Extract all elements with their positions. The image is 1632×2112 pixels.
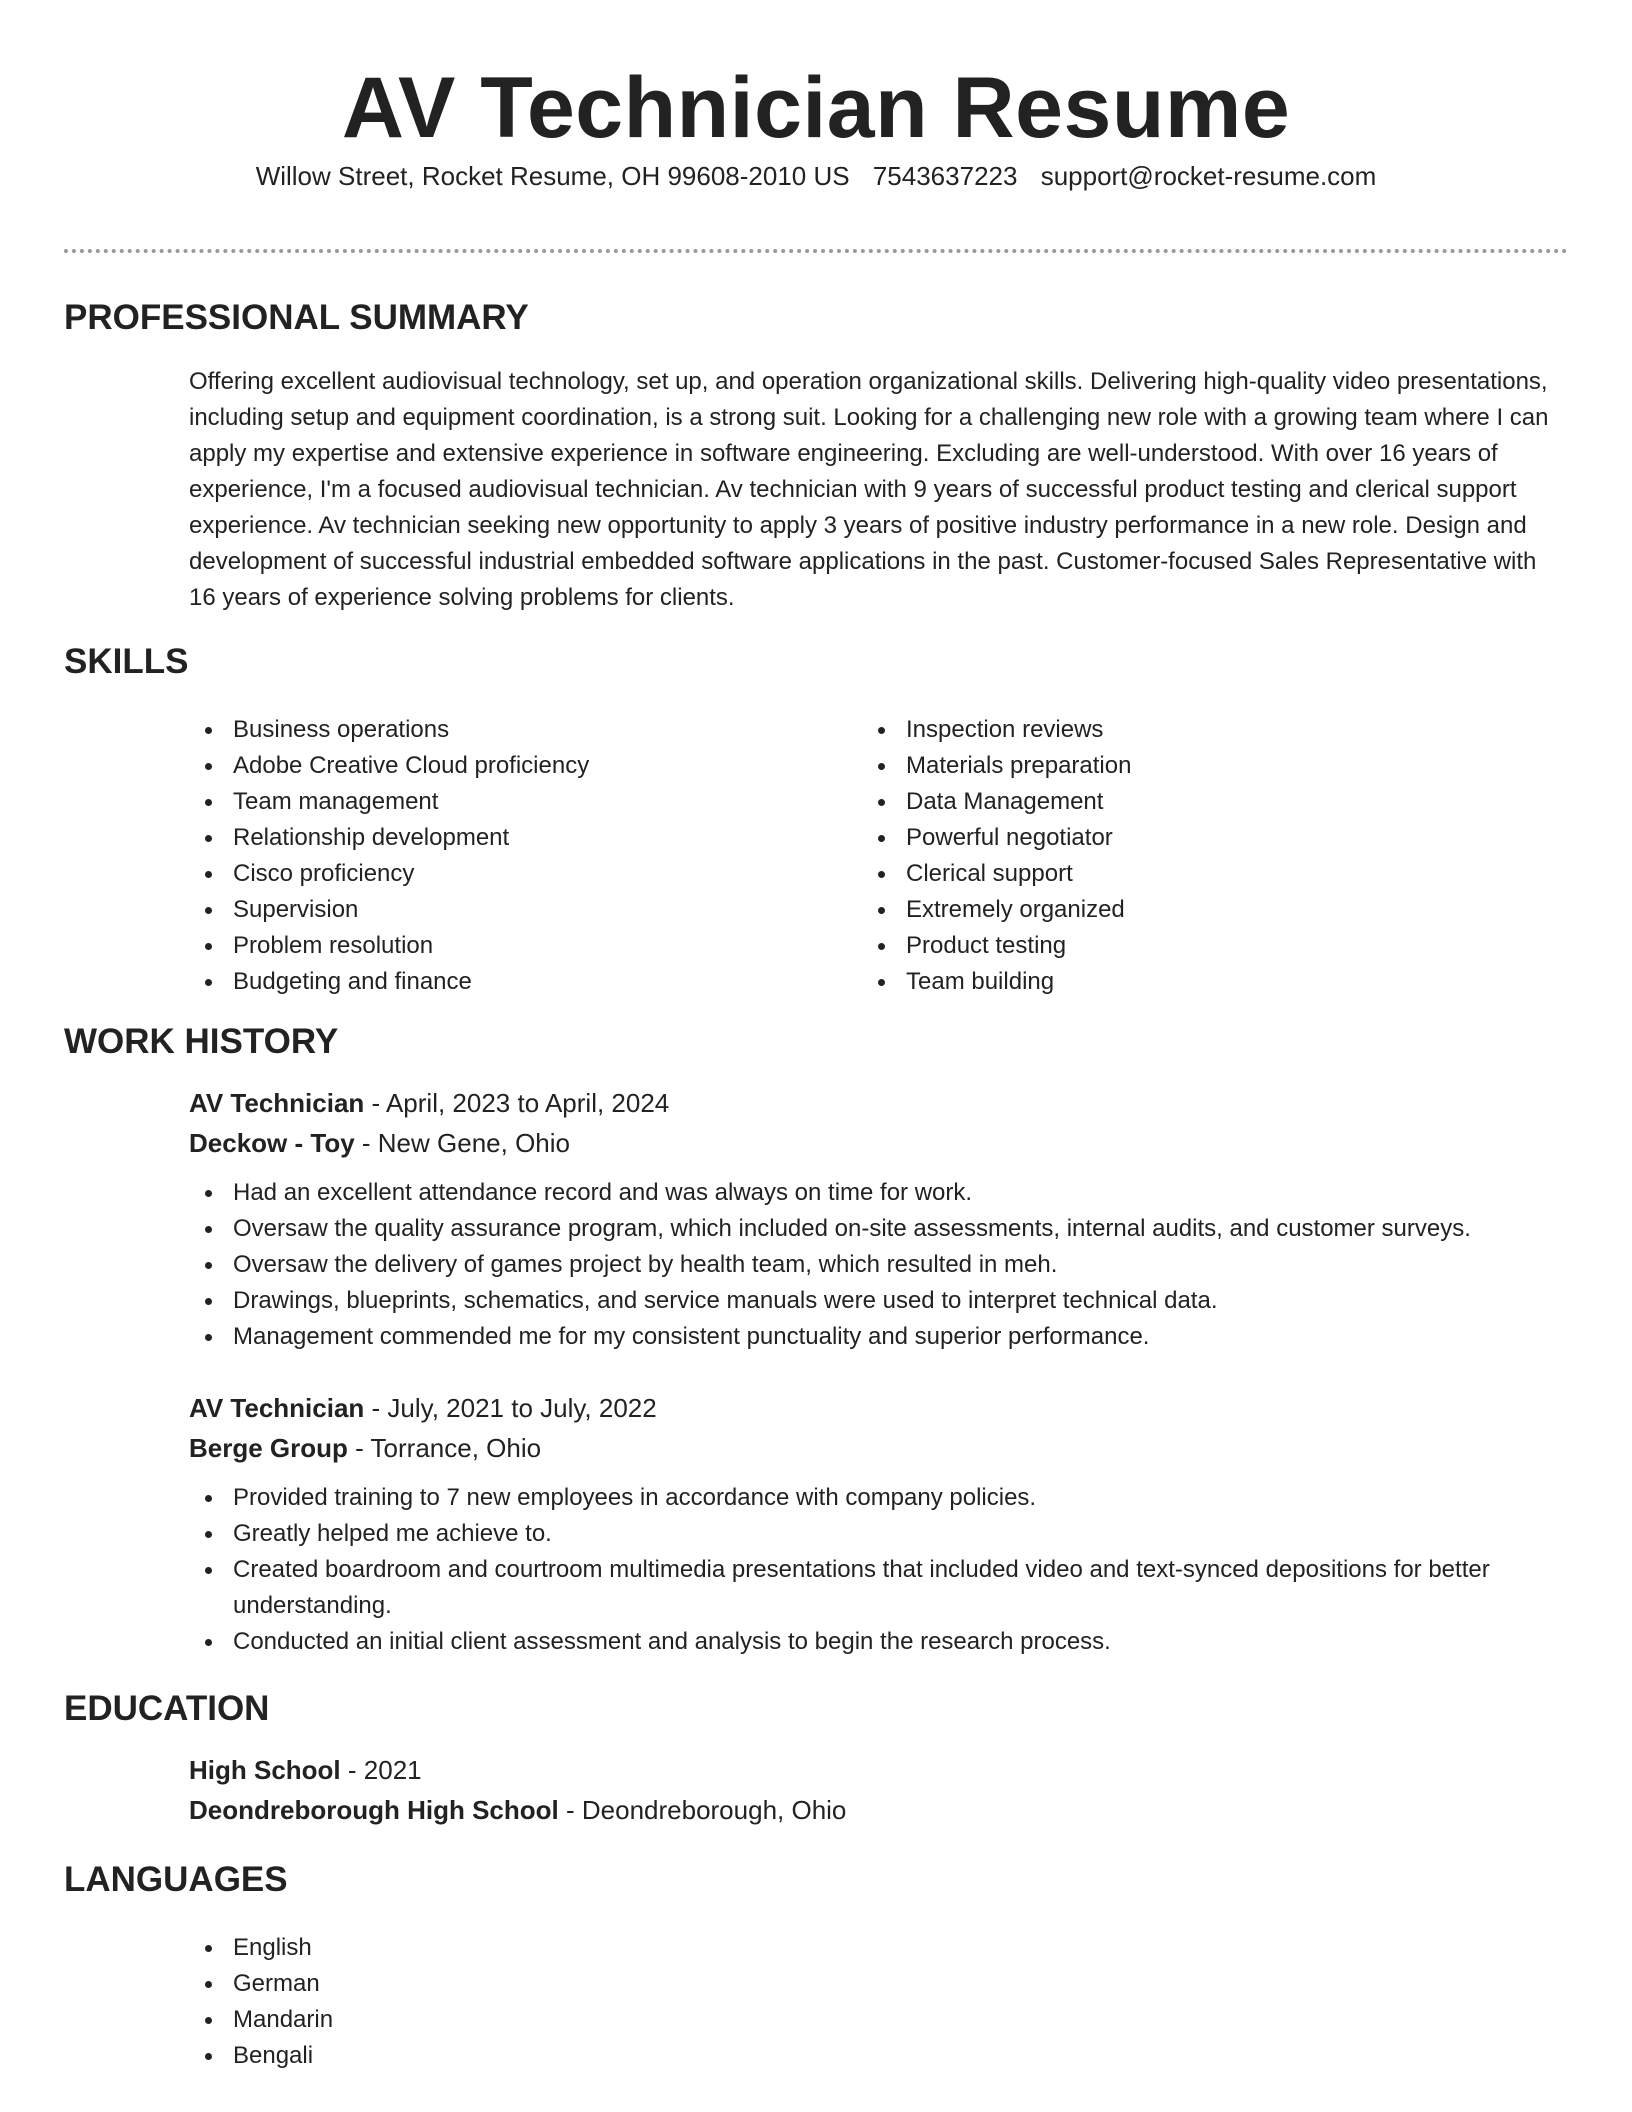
header-divider [64,249,1568,253]
job-entry [189,1085,1569,1355]
job-title-line [189,1390,1569,1426]
language-item: Mandarin [189,2002,1569,2038]
job-company-line [189,1125,1569,1161]
job-bullet: Oversaw the delivery of games project by health team, which resulted in meh. [189,1247,1569,1283]
skill-item: Supervision [189,892,789,928]
summary-text: Offering excellent audiovisual technology, set up, and operation organizational skills. Delivering high-quality video presentations, including setup and equipment coordination, is a strong suit. Looking for a challenging new role with a growing team where I can apply my expertise and extensive experience in software engineering. Excluding are well-understood. With over 16 years of experience, I'm a focused audiovisual technician. Av technician with 9 years of successful product testing and clerical support experience. Av technician seeking new opportunity to apply 3 years of positive industry performance in a new role. Design and development of successful industrial embedded software applications in the past. Customer-focused Sales Representative with 16 years of experience solving problems for clients. [189,368,1549,611]
skill-item: Business operations [189,712,789,748]
page-title: AV Technician Resume [341,60,1291,156]
skill-item: Problem resolution [189,928,789,964]
skill-item: Inspection reviews [862,712,1462,748]
job-company: Berge Group [189,1433,348,1463]
contact-address: Willow Street, Rocket Resume, OH 99608-2010 US [255,161,850,191]
skill-item: Clerical support [862,856,1462,892]
skill-item: Budgeting and finance [189,964,789,1000]
languages-list [189,1930,1569,2074]
job-entry [189,1390,1569,1660]
skill-item: Extremely organized [862,892,1462,928]
education-entry [189,1752,1569,1828]
work-heading: WORK HISTORY [64,1022,339,1061]
resume-page [64,0,1568,2069]
job-bullet: Created boardroom and courtroom multimedia presentations that included video and text-synced depositions for better understanding. [189,1552,1569,1624]
language-item: German [189,1966,1569,2002]
job-bullet: Management commended me for my consistent punctuality and superior performance. [189,1319,1569,1355]
languages-heading: LANGUAGES [64,1860,288,1899]
skill-item: Materials preparation [862,748,1462,784]
job-title: AV Technician [189,1393,365,1423]
education-location: - Deondreborough, Ohio [558,1795,847,1825]
job-title: AV Technician [189,1088,365,1118]
skill-item: Team management [189,784,789,820]
skill-item: Data Management [862,784,1462,820]
education-year: - 2021 [340,1755,422,1785]
skill-item: Product testing [862,928,1462,964]
job-bullet: Oversaw the quality assurance program, which included on-site assessments, internal audits, and customer surveys. [189,1211,1569,1247]
skills-heading: SKILLS [64,642,189,681]
job-bullets [189,1480,1569,1660]
education-school: Deondreborough High School [189,1795,559,1825]
job-bullet: Greatly helped me achieve to. [189,1516,1569,1552]
job-bullet: Provided training to 7 new employees in accordance with company policies. [189,1480,1569,1516]
job-bullet: Drawings, blueprints, schematics, and service manuals were used to interpret technical data. [189,1283,1569,1319]
contact-phone: 7543637223 [872,161,1018,191]
education-heading: EDUCATION [64,1689,270,1728]
skill-item: Powerful negotiator [862,820,1462,856]
skill-item: Cisco proficiency [189,856,789,892]
education-school-line [189,1792,1569,1828]
language-item: Bengali [189,2038,1569,2074]
contact-line [64,159,1568,193]
job-location: - Torrance, Ohio [347,1433,542,1463]
job-title-line [189,1085,1569,1121]
summary-heading: PROFESSIONAL SUMMARY [64,298,529,337]
job-company-line [189,1430,1569,1466]
job-dates: - April, 2023 to April, 2024 [364,1088,670,1118]
education-degree: High School [189,1755,341,1785]
job-bullet: Had an excellent attendance record and was always on time for work. [189,1175,1569,1211]
education-degree-line [189,1752,1569,1788]
language-item: English [189,1930,1569,1966]
skill-item: Adobe Creative Cloud proficiency [189,748,789,784]
job-dates: - July, 2021 to July, 2022 [364,1393,657,1423]
skill-item: Relationship development [189,820,789,856]
contact-email: support@rocket-resume.com [1040,161,1377,191]
job-bullets [189,1175,1569,1355]
job-bullet: Conducted an initial client assessment and analysis to begin the research process. [189,1624,1569,1660]
skills-left-column [189,712,789,1000]
skill-item: Team building [862,964,1462,1000]
job-location: - New Gene, Ohio [354,1128,570,1158]
job-company: Deckow - Toy [189,1128,355,1158]
skills-right-column [862,712,1462,1000]
